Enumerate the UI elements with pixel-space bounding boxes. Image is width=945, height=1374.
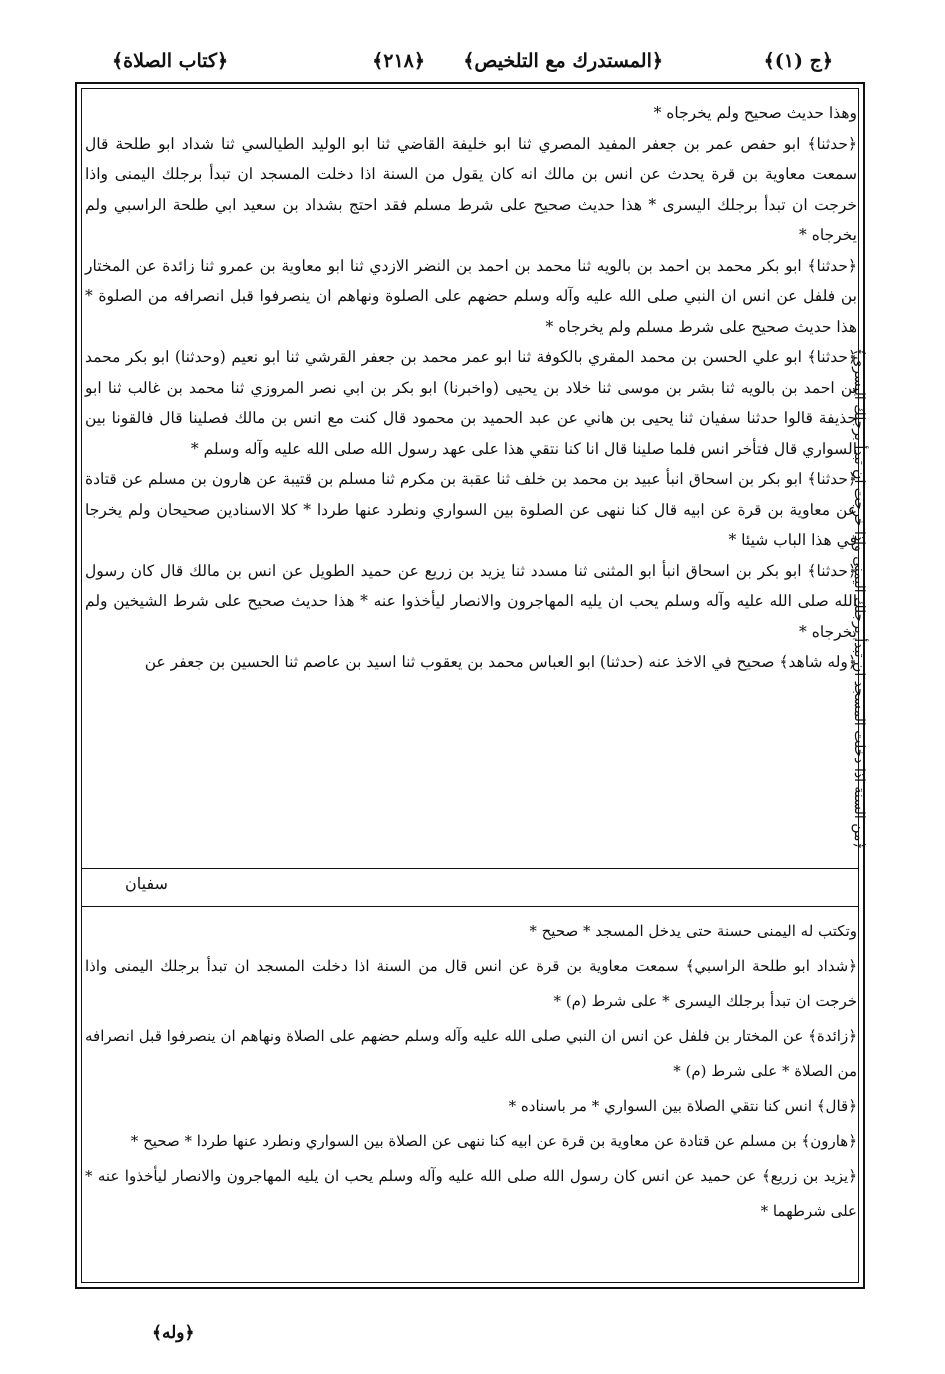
talkhis-paragraph: ﴿شداد ابو طلحة الراسبي﴾ سمعت معاوية بن قرة عن انس قال من السنة اذا دخلت المسجد ان تبدأ برجلك اليمنى واذا خرجت ان تبدأ برجلك اليسرى * على شرط (م) * bbox=[85, 957, 857, 1010]
main-text bbox=[85, 98, 857, 678]
chapter-title: ﴿كتاب الصلاة﴾ bbox=[112, 50, 229, 72]
main-separator bbox=[81, 868, 859, 869]
paragraph: ﴿حدثنا﴾ ابو بكر بن اسحاق انبأ ابو المثنى ثنا مسدد ثنا يزيد بن زريع عن حميد الطويل عن انس بن مالك قال كان رسول الله صلى الله عليه وآله وسلم يحب ان يليه المهاجرون والانصار ليأخذوا عنه * هذا حديث صحيح على شرط الشيخين ولم يخرجاه * bbox=[85, 561, 857, 641]
paragraph: ﴿حدثنا﴾ ابو علي الحسن بن محمد المقري بالكوفة ثنا ابو عمر محمد بن جعفر القرشي ثنا ابو نعيم (وحدثنا) ابو بكر محمد بن احمد بن بالويه ثنا بشر بن موسى ثنا خلاد بن يحيى (واخبرنا) ابو بكر بن ابي نصر المروزي ثنا محمد بن غالب ثنا ابو حذيفة قالوا حدثنا سفيان ثنا يحيى بن هاني عن عبد الحميد بن محمود قال كنت مع انس بن مالك فصلينا قال فالقونا بين السواري قال فتأخر انس فلما صلينا قال انا كنا نتقي هذا على عهد رسول الله صلى الله عليه وآله وسلم * bbox=[85, 348, 857, 458]
talkhis-separator bbox=[81, 906, 859, 907]
margin-note: ﴿من السنة اذا دخلت المسجد ان تبدأ برجلك اليمنى واذا خرجت ان تبدأ برجلك اليسرى﴾ bbox=[851, 348, 867, 850]
book-title: ﴿المستدرك مع التلخيص﴾ bbox=[463, 50, 663, 72]
paragraph: ﴿حدثنا﴾ ابو بكر بن اسحاق انبأ عبيد بن محمد بن خلف ثنا عقبة بن مكرم ثنا مسلم بن قتيبة عن هارون بن مسلم عن قتادة عن معاوية بن قرة عن ابيه قال كنا ننهى عن الصلوة بين السواري ونطرد عنها طردا * كلا الاسنادين صحيحان ولم يخرجا في هذا الباب شيئا * bbox=[85, 470, 857, 549]
talkhis-paragraph: وتكتب له اليمنى حسنة حتى يدخل المسجد * صحيح * bbox=[529, 922, 857, 940]
talkhis-paragraph: ﴿يزيد بن زريع﴾ عن حميد عن انس كان رسول الله صلى الله عليه وآله وسلم يحب ان يليه المهاجرون والانصار ليأخذوا عنه * على شرطهما * bbox=[85, 1167, 857, 1220]
page-frame bbox=[75, 82, 865, 1289]
paragraph: وهذا حديث صحيح ولم يخرجاه * bbox=[653, 104, 857, 122]
talkhis-paragraph: ﴿قال﴾ انس كنا نتقي الصلاة بين السواري * مر باسناده * bbox=[508, 1097, 857, 1115]
juz-number: ﴿ج (١)﴾ bbox=[763, 50, 833, 72]
paragraph: ﴿وله شاهد﴾ صحيح في الاخذ عنه (حدثنا) ابو العباس محمد بن يعقوب ثنا اسيد بن عاصم ثنا الحسين بن جعفر عن bbox=[144, 653, 857, 671]
paragraph: ﴿حدثنا﴾ ابو حفص عمر بن جعفر المفيد المصري ثنا ابو خليفة القاضي ثنا ابو الوليد الطيالسي ثنا شداد ابو طلحة قال سمعت معاوية بن قرة يحدث عن انس بن مالك انه كان يقول من السنة اذا دخلت المسجد ان تبدأ برجلك اليمنى واذا خرجت ان تبدأ برجلك اليسرى * هذا حديث صحيح على شرط مسلم فقد احتج بشداد بن سعيد ابي طلحة الراسبي ولم يخرجاه * bbox=[85, 134, 857, 244]
talkhis-paragraph: ﴿هارون﴾ بن مسلم عن قتادة عن معاوية بن قرة عن ابيه كنا ننهى عن الصلاة بين السواري ونطرد عنها طردا * صحيح * bbox=[130, 1132, 857, 1150]
footer-word: سفيان bbox=[125, 874, 168, 893]
page-number: ﴿٢١٨﴾ bbox=[372, 50, 425, 72]
paragraph: ﴿حدثنا﴾ ابو بكر محمد بن احمد بن بالويه ثنا محمد بن احمد بن النضر الازدي ثنا ابو معاوية بن عمرو ثنا زائدة عن المختار بن فلفل عن انس ان النبي صلى الله عليه وآله وسلم حضهم على الصلوة ونهاهم ان ينصرفوا قبل انصرافه من الصلوة * هذا حديث صحيح على شرط مسلم ولم يخرجاه * bbox=[85, 256, 857, 336]
talkhis-paragraph: ﴿زائدة﴾ عن المختار بن فلفل عن انس ان النبي صلى الله عليه وآله وسلم حضهم على الصلاة ونهاهم ان ينصرفوا قبل انصرافه من الصلاة * على شرط (م) * bbox=[85, 1027, 857, 1080]
catchword: ﴿وله﴾ bbox=[152, 1323, 195, 1343]
talkhis-text bbox=[85, 914, 857, 1229]
